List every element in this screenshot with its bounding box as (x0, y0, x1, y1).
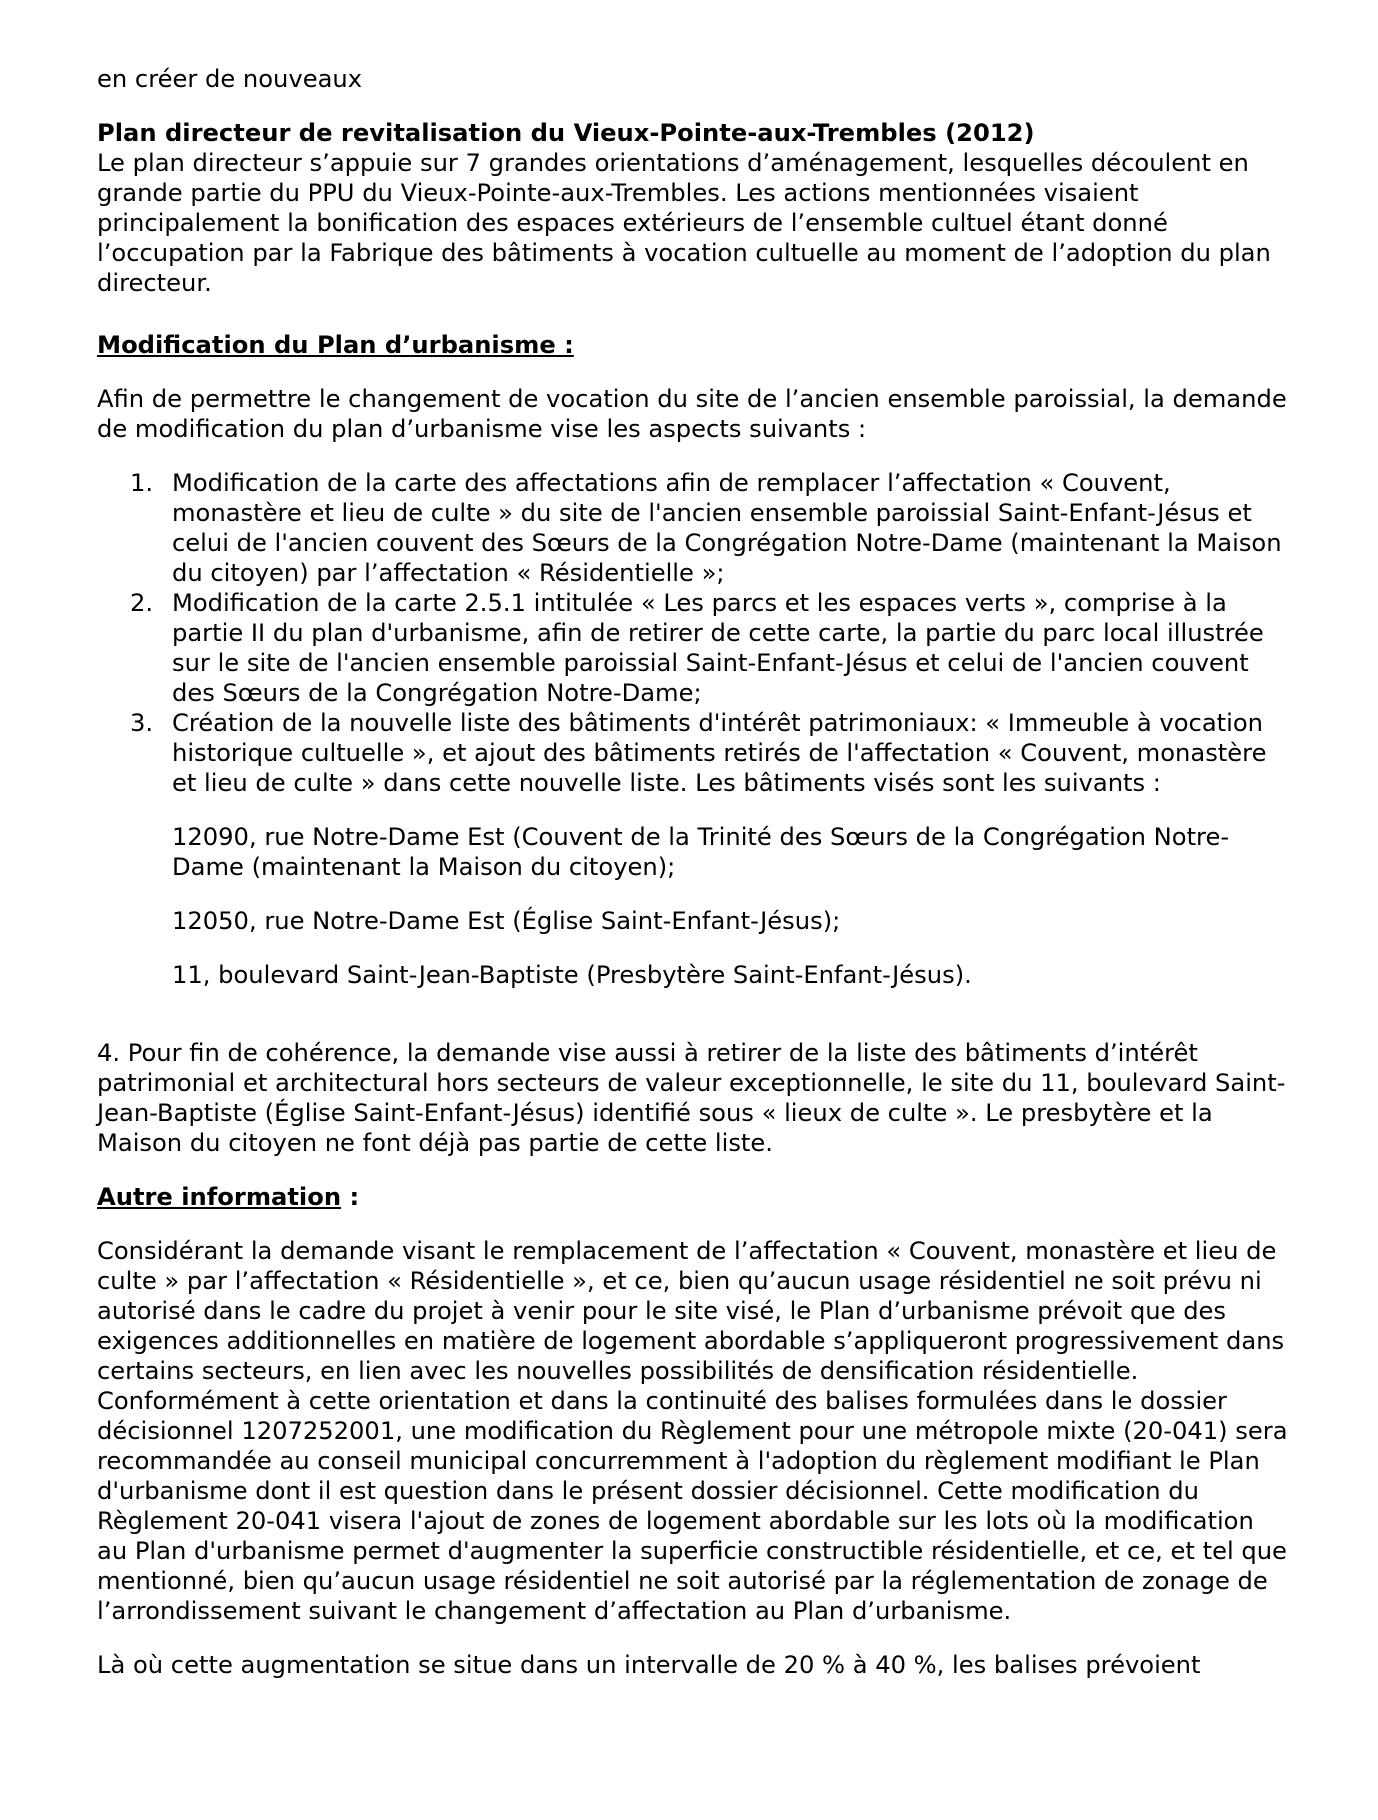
autre-heading: Autre information (97, 1183, 342, 1211)
list-item-text: Modification de la carte des affectations afin de remplacer l’affectation « Couvent, monastère et lieu de culte » du site de l'ancien ensemble paroissial Saint-Enfant-Jésus et celui de l'ancien couvent des Sœurs de la Congrégation Notre-Dame (maintenant la Maison du citoyen) par l’affectation « Résidentielle »; (172, 469, 1282, 587)
list-item-number: 3. (130, 709, 154, 737)
autre-last-line: Là où cette augmentation se situe dans un intervalle de 20 % à 40 %, les balises prévoient (97, 1651, 1201, 1679)
modification-list (97, 468, 1288, 798)
list-item-text: Modification de la carte 2.5.1 intitulée « Les parcs et les espaces verts », comprise à la partie II du plan d'urbanisme, afin de retirer de cette carte, la partie du parc local illustrée sur le site de l'ancien ensemble paroissial Saint-Enfant-Jésus et celui de l'ancien couvent des Sœurs de la Congrégation Notre-Dame; (172, 589, 1264, 707)
intro-fragment: en créer de nouveaux (97, 65, 363, 93)
modification-heading: Modification du Plan d’urbanisme : (97, 331, 574, 359)
autre-heading-suffix: : (341, 1183, 360, 1211)
list-item-text: Création de la nouvelle liste des bâtiments d'intérêt patrimoniaux: « Immeuble à vocation historique cultuelle », et ajout des bâtiments retirés de l'affectation « Couvent, monastère et lieu de culte » dans cette nouvelle liste. Les bâtiments visés sont les suivants : (172, 709, 1267, 797)
list-item-number: 1. (130, 469, 154, 497)
address-item: 11, boulevard Saint-Jean-Baptiste (Presbytère Saint-Enfant-Jésus). (172, 961, 972, 989)
autre-body: Considérant la demande visant le remplacement de l’affectation « Couvent, monastère et lieu de culte » par l’affectation « Résidentielle », et ce, bien qu’aucun usage résidentiel ne soit prévu ni autorisé dans le cadre du projet à venir pour le site visé, le Plan d’urbanisme prévoit que des exigences additionnelles en matière de logement abordable s’appliqueront progressivement dans certains secteurs, en lien avec les nouvelles possibilités de densification résidentielle. Conformément à cette orientation et dans la continuité des balises formulées dans le dossier décisionnel 1207252001, une modification du Règlement pour une métropole mixte (20-041) sera recommandée au conseil municipal concurremment à l'adoption du règlement modifiant le Plan d'urbanisme dont il est question dans le présent dossier décisionnel. Cette modification du Règlement 20-041 visera l'ajout de zones de logement abordable sur les lots où la modification au Plan d'urbanisme permet d'augmenter la superficie constructible résidentielle, et ce, et tel que mentionné, bien qu’aucun usage résidentiel ne soit autorisé par la réglementation de zonage de l’arrondissement suivant le changement d’affectation au Plan d’urbanisme. (97, 1237, 1288, 1625)
address-item: 12090, rue Notre-Dame Est (Couvent de la Trinité des Sœurs de la Congrégation Notre-Dame (maintenant la Maison du citoyen); (172, 823, 1230, 881)
list-item-number: 2. (130, 589, 154, 617)
address-item: 12050, rue Notre-Dame Est (Église Saint-Enfant-Jésus); (172, 907, 841, 935)
plan-directeur-body: Le plan directeur s’appuie sur 7 grandes orientations d’aménagement, lesquelles découlent en grande partie du PPU du Vieux-Pointe-aux-Trembles. Les actions mentionnées visaient principalement la bonification des espaces extérieurs de l’ensemble cultuel étant donné l’occupation par la Fabrique des bâtiments à vocation cultuelle au moment de l’adoption du plan directeur. (97, 149, 1271, 297)
list-item (130, 468, 1288, 588)
modification-intro: Afin de permettre le changement de vocation du site de l’ancien ensemble paroissial, la demande de modification du plan d’urbanisme vise les aspects suivants : (97, 385, 1287, 443)
list-item (130, 708, 1288, 798)
autre-heading-line (97, 1182, 1288, 1212)
address-list (97, 822, 1288, 990)
list-item (130, 588, 1288, 708)
plan-directeur-heading: Plan directeur de revitalisation du Vieux-Pointe-aux-Trembles (2012) (97, 119, 1035, 147)
item-four-paragraph: 4. Pour fin de cohérence, la demande vise aussi à retirer de la liste des bâtiments d’intérêt patrimonial et architectural hors secteurs de valeur exceptionnelle, le site du 11, boulevard Saint-Jean-Baptiste (Église Saint-Enfant-Jésus) identifié sous « lieux de culte ». Le presbytère et la Maison du citoyen ne font déjà pas partie de cette liste. (97, 1039, 1286, 1157)
